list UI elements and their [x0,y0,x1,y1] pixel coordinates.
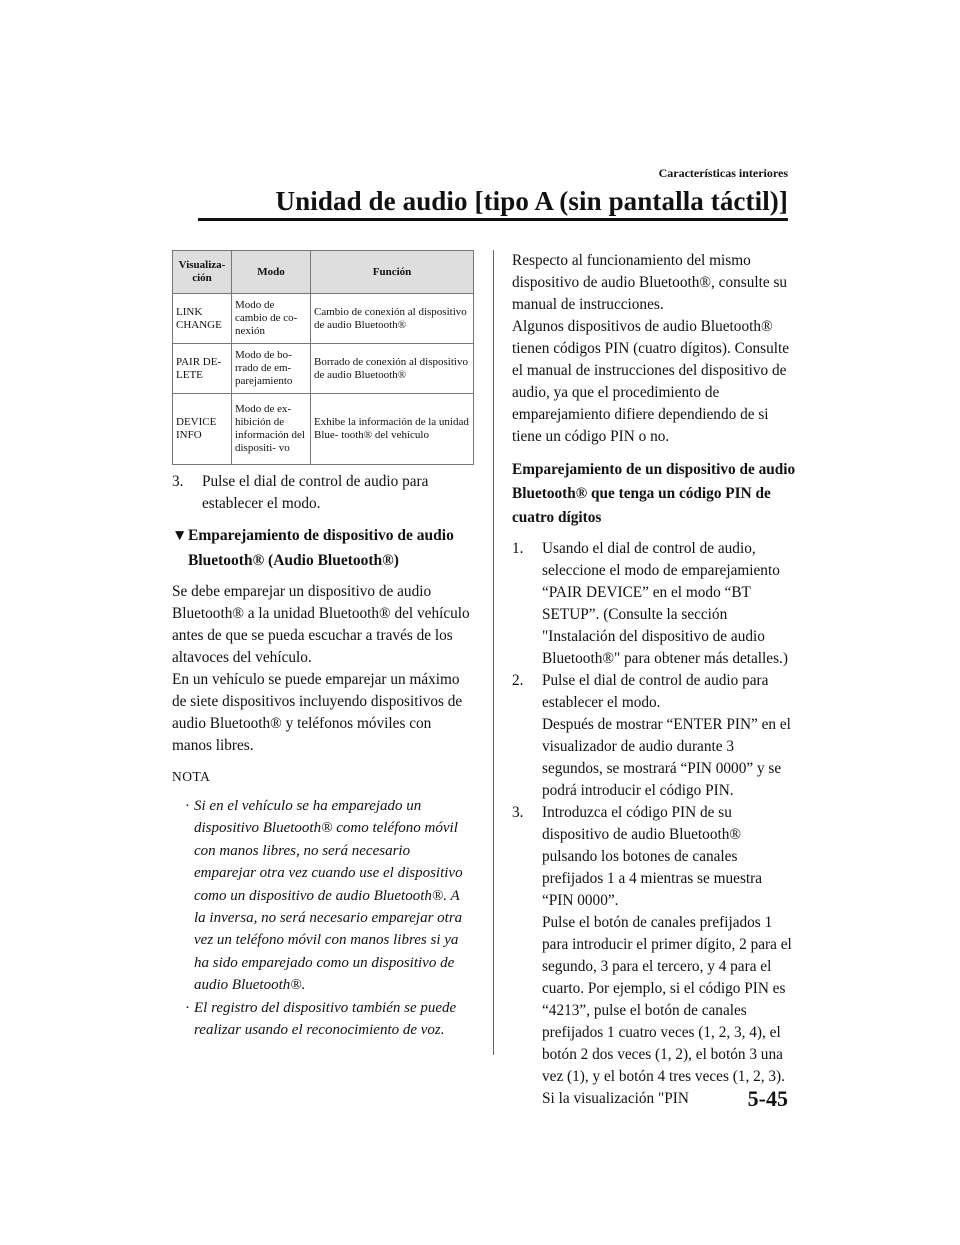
section-heading [172,523,474,573]
table-cell-mode: Modo de cambio de co- nexión [232,294,311,344]
subheading: Emparejamiento de un dispositivo de audio Bluetooth® que tenga un código PIN de cuatro dígitos [512,461,796,526]
step-text: Introduzca el código PIN de su dispositivo de audio Bluetooth® pulsando los botones de canales prefijados 1 a 4 mientras se muestra “PIN 0000”. [542,804,763,909]
step-3 [512,802,797,1110]
step-2 [512,670,797,802]
step-number: 2. [512,672,524,689]
modes-table [172,250,474,465]
table-cell-display: DEVICE INFO [173,394,232,465]
chapter-title: Unidad de audio [tipo A (sin pantalla táctil)] [275,186,788,216]
section-label: Características interiores [658,166,788,180]
table-row [173,344,474,394]
step-text: Pulse el botón de canales prefijados 1 para introducir el primer dígito, 2 para el segundo, 3 para el tercero, y 4 para el cuarto. Por ejemplo, si el código PIN es “4213”, pulse el botón de canales prefijados 1 cuatro veces (1, 2, 3, 4), el botón 2 dos veces (1, 2), el botón 3 una vez (1), y el botón 4 tres veces (1, 2, 3). Si la visualización "PIN [542,914,792,1107]
note-item [172,997,474,1042]
paragraph: Respecto al funcionamiento del mismo dispositivo de audio Bluetooth®, consulte su manual de instrucciones. [512,252,788,313]
step-number: 1. [512,540,524,557]
heading-text: Emparejamiento de dispositivo de audio Bluetooth® (Audio Bluetooth®) [188,527,454,569]
header-rule [198,218,788,221]
step-3-left [172,471,474,515]
note-item [172,795,474,997]
bullet-icon: · [185,999,190,1016]
left-column [172,250,474,1041]
triangle-marker-icon: ▼ [172,527,188,544]
page-number: 5-45 [747,1086,788,1111]
table-header: Modo [232,251,311,294]
step-text: Usando el dial de control de audio, seleccione el modo de emparejamiento “PAIR DEVICE” en el modo “BT SETUP”. (Consulte la sección "Instalación del dispositivo de audio Bluetooth®" para obtener más detalles.) [542,540,788,667]
paragraph: Se debe emparejar un dispositivo de audio Bluetooth® a la unidad Bluetooth® del vehículo antes de que se pueda escuchar a través de los altavoces del vehículo. [172,583,470,666]
step-1 [512,538,797,670]
table-cell-function: Cambio de conexión al dispositivo de audio Bluetooth® [311,294,474,344]
table-cell-display: PAIR DE- LETE [173,344,232,394]
table-cell-mode: Modo de ex- hibición de información del dispositi- vo [232,394,311,465]
paragraph: Algunos dispositivos de audio Bluetooth® tienen códigos PIN (cuatro dígitos). Consulte el manual de instrucciones del dispositivo de audio, ya que el procedimiento de emparejamiento difiere dependiendo de si tiene un código PIN o no. [512,318,790,445]
column-divider [493,250,494,1055]
table-row [173,394,474,465]
note-text: Si en el vehículo se ha emparejado un dispositivo Bluetooth® como teléfono móvil con manos libres, no será necesario emparejar otra vez cuando use el dispositivo como un dispositivo de audio Bluetooth®. A la inversa, no será necesario emparejar otra vez un teléfono móvil con manos libres si ya ha sido emparejado como un dispositivo de audio Bluetooth®. [194,798,463,994]
paragraph: En un vehículo se puede emparejar un máximo de siete dispositivos incluyendo dispositivos de audio Bluetooth® y teléfonos móviles con manos libres. [172,671,463,754]
table-row [173,294,474,344]
table-cell-mode: Modo de bo- rrado de em- parejamiento [232,344,311,394]
bullet-icon: · [185,798,190,814]
note-text: El registro del dispositivo también se puede realizar usando el reconocimiento de voz. [194,999,457,1039]
table-cell-display: LINK CHANGE [173,294,232,344]
table-header-row [173,251,474,294]
table-header: Visualiza- ción [173,251,232,294]
table-header: Función [311,251,474,294]
step-text: Después de mostrar “ENTER PIN” en el visualizador de audio durante 3 segundos, se mostrará “PIN 0000” y se podrá introducir el código PIN. [542,716,791,799]
right-column [512,250,797,1110]
step-text: Pulse el dial de control de audio para establecer el modo. [542,672,769,711]
table-cell-function: Borrado de conexión al dispositivo de audio Bluetooth® [311,344,474,394]
step-number: 3. [512,804,524,821]
table-cell-function: Exhibe la información de la unidad Blue- tooth® del vehículo [311,394,474,465]
step-text: Pulse el dial de control de audio para establecer el modo. [202,473,429,512]
step-number: 3. [172,473,184,490]
note-label: NOTA [172,769,211,784]
